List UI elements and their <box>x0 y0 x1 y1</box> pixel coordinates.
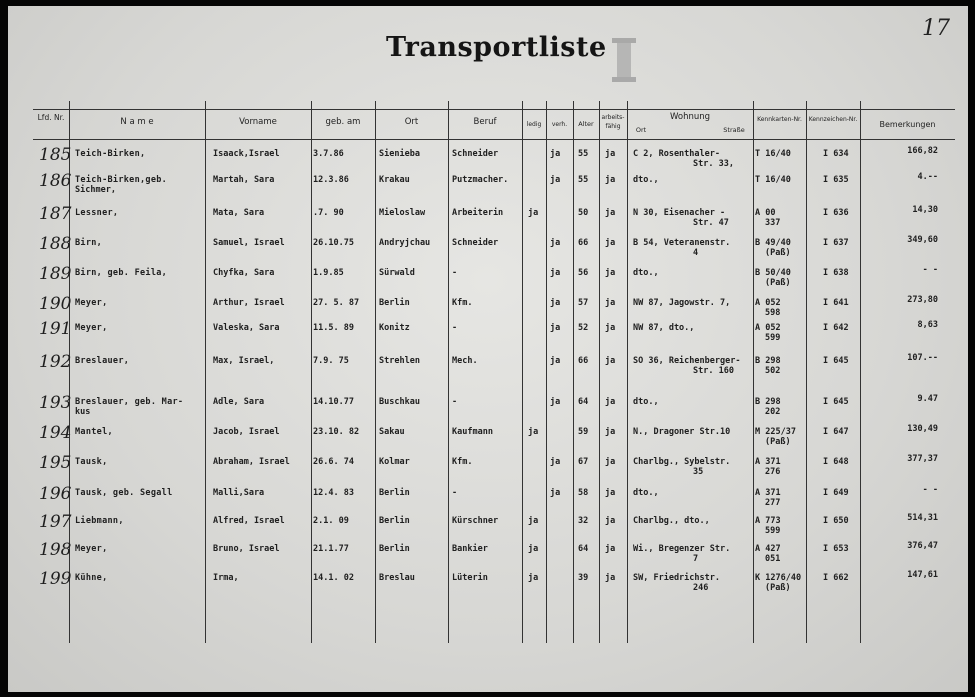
id-card-cell: B 298 <box>755 397 781 407</box>
badge-number-cell: I 642 <box>823 323 849 333</box>
residence-cell-line2: 7 <box>693 554 699 564</box>
badge-number-cell: I 634 <box>823 149 849 159</box>
vorname-cell: Irma, <box>213 573 239 583</box>
profession-cell: Kürschner <box>452 516 499 526</box>
able-to-work-cell: ja <box>605 238 616 248</box>
age-cell: 32 <box>578 516 589 526</box>
table-top-rule <box>33 109 955 110</box>
single-cell: ja <box>528 573 539 583</box>
header-wohnung-strasse: Straße <box>723 126 745 134</box>
remarks-cell: 514,31 <box>907 513 938 523</box>
birthplace-cell: Kolmar <box>379 457 410 467</box>
id-card-cell: K 1276/40 <box>755 573 802 583</box>
id-card-cell: T 16/40 <box>755 149 791 159</box>
row-number-handwritten: 190 <box>39 294 72 314</box>
residence-cell-line2: Str. 33, <box>693 159 734 169</box>
able-to-work-cell: ja <box>605 149 616 159</box>
id-card-cell-line2: (Paß) <box>765 583 791 593</box>
remarks-cell: 377,37 <box>907 454 938 464</box>
name-cell: Breslauer, <box>75 356 130 366</box>
married-cell: ja <box>550 175 561 185</box>
age-cell: 64 <box>578 397 589 407</box>
single-cell: ja <box>528 427 539 437</box>
row-number-handwritten: 194 <box>39 423 72 443</box>
column-divider <box>627 101 628 643</box>
vorname-cell: Max, Israel, <box>213 356 275 366</box>
residence-cell-line2: 35 <box>693 467 704 477</box>
header-arbeitsfaehig: arbeits-fähig <box>601 114 625 130</box>
profession-cell: Schneider <box>452 149 499 159</box>
id-card-cell-line2: 599 <box>765 526 781 536</box>
residence-cell: dto., <box>633 175 659 185</box>
able-to-work-cell: ja <box>605 208 616 218</box>
married-cell: ja <box>550 397 561 407</box>
name-cell: Meyer, <box>75 544 108 554</box>
birthplace-cell: Buschkau <box>379 397 420 407</box>
column-divider <box>311 101 312 643</box>
name-cell: Meyer, <box>75 298 108 308</box>
able-to-work-cell: ja <box>605 298 616 308</box>
single-cell: ja <box>528 516 539 526</box>
birthdate-cell: 2.1. 09 <box>313 516 349 526</box>
row-number-handwritten: 185 <box>39 145 72 165</box>
id-card-cell-line2: (Paß) <box>765 437 791 447</box>
profession-cell: Schneider <box>452 238 499 248</box>
age-cell: 66 <box>578 356 589 366</box>
header-geb: geb. am <box>325 117 361 127</box>
badge-number-cell: I 638 <box>823 268 849 278</box>
married-cell: ja <box>550 488 561 498</box>
residence-cell: SO 36, Reichenberger- <box>633 356 741 366</box>
id-card-cell-line2: 599 <box>765 333 781 343</box>
column-divider <box>860 101 861 643</box>
id-card-cell: B 298 <box>755 356 781 366</box>
birthdate-cell: .7. 90 <box>313 208 344 218</box>
age-cell: 55 <box>578 175 589 185</box>
column-divider <box>546 101 547 643</box>
vorname-cell: Abraham, Israel <box>213 457 290 467</box>
vorname-cell: Arthur, Israel <box>213 298 285 308</box>
profession-cell: - <box>452 397 458 407</box>
birthdate-cell: 26.10.75 <box>313 238 354 248</box>
badge-number-cell: I 635 <box>823 175 849 185</box>
name-cell: Tausk, geb. Segall <box>75 488 173 498</box>
able-to-work-cell: ja <box>605 573 616 583</box>
profession-cell: Kaufmann <box>452 427 493 437</box>
column-divider <box>448 101 449 643</box>
badge-number-cell: I 637 <box>823 238 849 248</box>
age-cell: 67 <box>578 457 589 467</box>
birthdate-cell: 3.7.86 <box>313 149 344 159</box>
column-divider <box>375 101 376 643</box>
id-card-cell: T 16/40 <box>755 175 791 185</box>
birthdate-cell: 26.6. 74 <box>313 457 354 467</box>
able-to-work-cell: ja <box>605 397 616 407</box>
vorname-cell: Chyfka, Sara <box>213 268 275 278</box>
remarks-cell: 8,63 <box>917 320 938 330</box>
residence-cell: Wi., Bregenzer Str. <box>633 544 731 554</box>
vorname-cell: Bruno, Israel <box>213 544 280 554</box>
remarks-cell: 273,80 <box>907 295 938 305</box>
married-cell: ja <box>550 298 561 308</box>
residence-cell: C 2, Rosenthaler- <box>633 149 720 159</box>
able-to-work-cell: ja <box>605 323 616 333</box>
age-cell: 39 <box>578 573 589 583</box>
age-cell: 50 <box>578 208 589 218</box>
name-cell: Tausk, <box>75 457 108 467</box>
id-card-cell-line2: (Paß) <box>765 248 791 258</box>
remarks-cell: 107.-- <box>907 353 938 363</box>
residence-cell: dto., <box>633 488 659 498</box>
id-card-cell-line2: (Paß) <box>765 278 791 288</box>
profession-cell: - <box>452 268 458 278</box>
birthdate-cell: 14.1. 02 <box>313 573 354 583</box>
married-cell: ja <box>550 323 561 333</box>
page-number: 17 <box>922 16 950 41</box>
row-number-handwritten: 188 <box>39 234 72 254</box>
vorname-cell: Martah, Sara <box>213 175 275 185</box>
name-cell-line2: Sichmer, <box>75 185 116 195</box>
header-vorname: Vorname <box>239 117 277 127</box>
row-number-handwritten: 191 <box>39 319 72 339</box>
profession-cell: Kfm. <box>452 457 473 467</box>
age-cell: 56 <box>578 268 589 278</box>
badge-number-cell: I 653 <box>823 544 849 554</box>
profession-cell: Arbeiterin <box>452 208 504 218</box>
name-cell: Breslauer, geb. Mar- <box>75 397 184 407</box>
birthplace-cell: Berlin <box>379 488 410 498</box>
id-card-cell: A 427 <box>755 544 781 554</box>
birthplace-cell: Sakau <box>379 427 405 437</box>
able-to-work-cell: ja <box>605 427 616 437</box>
header-ledig: ledig <box>526 121 542 128</box>
remarks-cell: 130,49 <box>907 424 938 434</box>
badge-number-cell: I 645 <box>823 397 849 407</box>
id-card-cell: A 371 <box>755 457 781 467</box>
residence-cell: Charlbg., dto., <box>633 516 710 526</box>
row-number-handwritten: 187 <box>39 204 72 224</box>
residence-cell: NW 87, Jagowstr. 7, <box>633 298 731 308</box>
vorname-cell: Isaack,Israel <box>213 149 280 159</box>
birthdate-cell: 7.9. 75 <box>313 356 349 366</box>
name-cell: Teich-Birken,geb. <box>75 175 168 185</box>
header-wohnung-ort: Ort <box>635 126 647 134</box>
column-divider <box>599 101 600 643</box>
age-cell: 52 <box>578 323 589 333</box>
profession-cell: - <box>452 323 458 333</box>
header-name: N a m e <box>120 117 154 127</box>
badge-number-cell: I 662 <box>823 573 849 583</box>
name-cell: Teich-Birken, <box>75 149 146 159</box>
row-number-handwritten: 195 <box>39 453 72 473</box>
id-card-cell: A 371 <box>755 488 781 498</box>
badge-number-cell: I 648 <box>823 457 849 467</box>
able-to-work-cell: ja <box>605 457 616 467</box>
residence-cell: dto., <box>633 268 659 278</box>
header-alter: Alter <box>578 120 594 128</box>
able-to-work-cell: ja <box>605 175 616 185</box>
birthplace-cell: Berlin <box>379 544 410 554</box>
birthdate-cell: 12.4. 83 <box>313 488 354 498</box>
header-lfd: Lfd. Nr. <box>37 113 65 122</box>
birthdate-cell: 1.9.85 <box>313 268 344 278</box>
residence-cell-line2: 4 <box>693 248 699 258</box>
profession-cell: Putzmacher. <box>452 175 509 185</box>
document-sheet <box>8 6 968 692</box>
vorname-cell: Malli,Sara <box>213 488 265 498</box>
profession-cell: Bankier <box>452 544 488 554</box>
birthplace-cell: Sürwald <box>379 268 415 278</box>
id-card-cell: A 052 <box>755 323 781 333</box>
header-kennzeichen: Kennzeichen-Nr. <box>808 116 858 123</box>
married-cell: ja <box>550 268 561 278</box>
residence-cell: N., Dragoner Str.10 <box>633 427 731 437</box>
header-kennkarten: Kennkarten-Nr. <box>757 116 802 123</box>
column-divider <box>573 101 574 643</box>
residence-cell: Charlbg., Sybelstr. <box>633 457 731 467</box>
able-to-work-cell: ja <box>605 516 616 526</box>
able-to-work-cell: ja <box>605 268 616 278</box>
badge-number-cell: I 647 <box>823 427 849 437</box>
vorname-cell: Jacob, Israel <box>213 427 280 437</box>
residence-cell: B 54, Veteranenstr. <box>633 238 731 248</box>
residence-cell: NW 87, dto., <box>633 323 695 333</box>
residence-cell: SW, Friedrichstr. <box>633 573 720 583</box>
residence-cell-line2: Str. 47 <box>693 218 729 228</box>
remarks-cell: - - <box>922 485 938 495</box>
birthplace-cell: Strehlen <box>379 356 420 366</box>
birthplace-cell: Breslau <box>379 573 415 583</box>
name-cell: Lessner, <box>75 208 119 218</box>
column-divider <box>753 101 754 643</box>
able-to-work-cell: ja <box>605 488 616 498</box>
birthplace-cell: Berlin <box>379 516 410 526</box>
birthdate-cell: 27. 5. 87 <box>313 298 360 308</box>
table-header-rule <box>33 139 955 140</box>
transport-table <box>33 101 955 643</box>
badge-number-cell: I 650 <box>823 516 849 526</box>
vorname-cell: Valeska, Sara <box>213 323 280 333</box>
badge-number-cell: I 649 <box>823 488 849 498</box>
able-to-work-cell: ja <box>605 544 616 554</box>
profession-cell: - <box>452 488 458 498</box>
row-number-handwritten: 199 <box>39 569 72 589</box>
remarks-cell: 166,82 <box>907 146 938 156</box>
remarks-cell: 376,47 <box>907 541 938 551</box>
name-cell: Birn, geb. Feila, <box>75 268 168 278</box>
birthdate-cell: 12.3.86 <box>313 175 349 185</box>
row-number-handwritten: 192 <box>39 352 72 372</box>
birthplace-cell: Konitz <box>379 323 410 333</box>
birthdate-cell: 23.10. 82 <box>313 427 360 437</box>
badge-number-cell: I 645 <box>823 356 849 366</box>
id-card-cell-line2: 277 <box>765 498 781 508</box>
married-cell: ja <box>550 356 561 366</box>
remarks-cell: 9.47 <box>917 394 938 404</box>
remarks-cell: 147,61 <box>907 570 938 580</box>
remarks-cell: - - <box>922 265 938 275</box>
birthplace-cell: Berlin <box>379 298 410 308</box>
column-divider <box>522 101 523 643</box>
single-cell: ja <box>528 544 539 554</box>
id-card-cell-line2: 337 <box>765 218 781 228</box>
age-cell: 59 <box>578 427 589 437</box>
residence-cell: N 30, Eisenacher - <box>633 208 726 218</box>
header-wohnung: Wohnung <box>669 112 711 122</box>
remarks-cell: 4.-- <box>917 172 938 182</box>
profession-cell: Lüterin <box>452 573 488 583</box>
name-cell-line2: kus <box>75 407 91 417</box>
name-cell: Mantel, <box>75 427 113 437</box>
age-cell: 58 <box>578 488 589 498</box>
profession-cell: Kfm. <box>452 298 473 308</box>
column-divider <box>205 101 206 643</box>
header-verh: verh. <box>551 121 568 128</box>
header-bemerkungen: Bemerkungen <box>879 120 936 129</box>
document-title: Transportliste <box>386 32 607 63</box>
id-card-cell: A 052 <box>755 298 781 308</box>
vorname-cell: Adle, Sara <box>213 397 265 407</box>
married-cell: ja <box>550 238 561 248</box>
married-cell: ja <box>550 149 561 159</box>
birthdate-cell: 14.10.77 <box>313 397 354 407</box>
id-card-cell-line2: 598 <box>765 308 781 318</box>
remarks-cell: 14,30 <box>912 205 938 215</box>
residence-cell: dto., <box>633 397 659 407</box>
age-cell: 66 <box>578 238 589 248</box>
name-cell: Meyer, <box>75 323 108 333</box>
column-divider <box>806 101 807 643</box>
name-cell: Liebmann, <box>75 516 124 526</box>
row-number-handwritten: 189 <box>39 264 72 284</box>
id-card-cell: A 00 <box>755 208 776 218</box>
age-cell: 55 <box>578 149 589 159</box>
residence-cell-line2: 246 <box>693 583 709 593</box>
id-card-cell-line2: 502 <box>765 366 781 376</box>
row-number-handwritten: 198 <box>39 540 72 560</box>
id-card-cell: B 49/40 <box>755 238 791 248</box>
name-cell: Birn, <box>75 238 103 248</box>
id-card-cell-line2: 202 <box>765 407 781 417</box>
married-cell: ja <box>550 457 561 467</box>
id-card-cell-line2: 051 <box>765 554 781 564</box>
id-card-cell: M 225/37 <box>755 427 796 437</box>
name-cell: Kühne, <box>75 573 108 583</box>
header-ort: Ort <box>404 117 419 127</box>
birthplace-cell: Sienieba <box>379 149 420 159</box>
header-beruf: Beruf <box>473 117 497 127</box>
row-number-handwritten: 193 <box>39 393 72 413</box>
birthdate-cell: 21.1.77 <box>313 544 349 554</box>
birthplace-cell: Krakau <box>379 175 410 185</box>
residence-cell-line2: Str. 160 <box>693 366 734 376</box>
birthplace-cell: Mieloslaw <box>379 208 426 218</box>
roman-numeral-stamp <box>617 38 631 82</box>
badge-number-cell: I 641 <box>823 298 849 308</box>
id-card-cell: A 773 <box>755 516 781 526</box>
age-cell: 57 <box>578 298 589 308</box>
id-card-cell: B 50/40 <box>755 268 791 278</box>
row-number-handwritten: 186 <box>39 171 72 191</box>
badge-number-cell: I 636 <box>823 208 849 218</box>
row-number-handwritten: 197 <box>39 512 72 532</box>
row-number-handwritten: 196 <box>39 484 72 504</box>
birthdate-cell: 11.5. 89 <box>313 323 354 333</box>
remarks-cell: 349,60 <box>907 235 938 245</box>
single-cell: ja <box>528 208 539 218</box>
profession-cell: Mech. <box>452 356 478 366</box>
age-cell: 64 <box>578 544 589 554</box>
able-to-work-cell: ja <box>605 356 616 366</box>
id-card-cell-line2: 276 <box>765 467 781 477</box>
vorname-cell: Alfred, Israel <box>213 516 285 526</box>
birthplace-cell: Andryjchau <box>379 238 431 248</box>
vorname-cell: Samuel, Israel <box>213 238 285 248</box>
vorname-cell: Mata, Sara <box>213 208 265 218</box>
